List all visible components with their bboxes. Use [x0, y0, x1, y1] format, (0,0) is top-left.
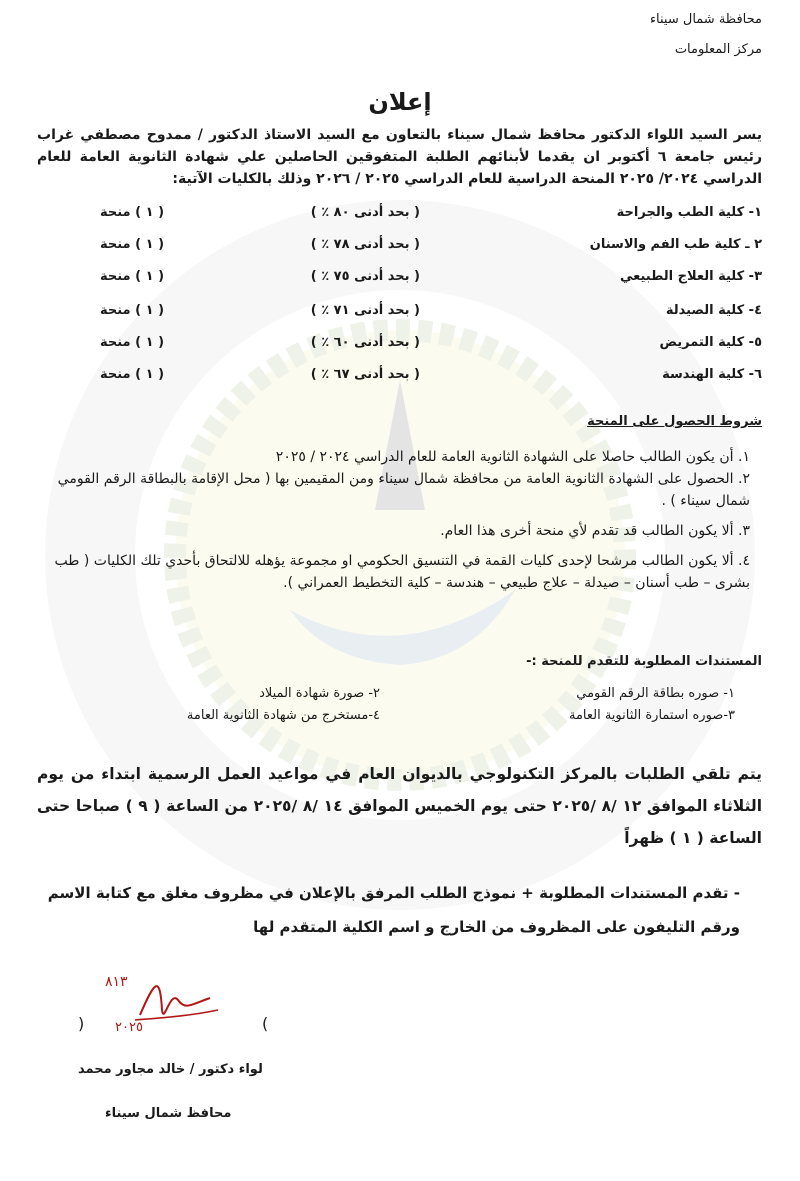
faculty-grant: ( ١ ) منحة	[100, 303, 165, 318]
condition-item: ٤. ألا يكون الطالب مرشحا لإحدى كليات القمة في التنسيق الحكومي او مجموعة يؤهله للالتحاق بأحدي تلك الكليات ( طب بشرى – طب أسنان – صيدلة – علاج طبيعي – هندسة – كلية التخطيط العمراني ).	[54, 553, 750, 591]
condition-item: ٣. ألا يكون الطالب قد تقدم لأي منحة أخرى هذا العام.	[440, 523, 750, 539]
submission-notice: - تقدم المستندات المطلوبة + نموذج الطلب المرفق بالإعلان في مظروف مغلق مع كتابة الاسم ورقم التليفون على المظروف من الخارج و اسم الكلية المتقدم لها	[47, 884, 740, 936]
faculty-min-grade: ( بحد أدنى ٨٠ ٪ )	[310, 205, 420, 220]
faculty-name: ٢ ـ كلية طب الفم والاسنان	[589, 237, 762, 252]
conditions-heading: شروط الحصول على المنحة	[587, 414, 762, 429]
signatory-role: محافظ شمال سيناء	[105, 1106, 232, 1121]
condition-item: ٢. الحصول على الشهادة الثانوية العامة من محافظة شمال سيناء ومن المقيمين بها ( محل الإقامة بالبطاقة الرقم القومي شمال سيناء ) .	[57, 471, 750, 509]
faculty-min-grade: ( بحد أدنى ٧٥ ٪ )	[310, 269, 420, 284]
schedule-notice: يتم تلقي الطلبات بالمركز التكنولوجي بالديوان العام في مواعيد العمل الرسمية ابتداء من يوم الثلاثاء الموافق ١٢ /٨ /٢٠٢٥ حتى يوم الخميس الموافق ١٤ /٨ /٢٠٢٥ من الساعة ( ٩ ) صباحا حتى الساعة ( ١ ) ظهراً	[37, 765, 763, 847]
header-governorate: محافظة شمال سيناء	[649, 12, 762, 27]
faculty-grant: ( ١ ) منحة	[100, 269, 165, 284]
faculty-name: ١- كلية الطب والجراحة	[616, 205, 762, 220]
faculty-min-grade: ( بحد أدنى ٦٠ ٪ )	[310, 335, 420, 350]
signature-bracket-left: (	[78, 1014, 85, 1033]
faculty-name: ٣- كلية العلاج الطبيعي	[620, 269, 762, 284]
faculty-min-grade: ( بحد أدنى ٧٨ ٪ )	[310, 237, 420, 252]
document-item: ٣-صوره استمارة الثانوية العامة	[568, 708, 735, 723]
faculty-grant: ( ١ ) منحة	[100, 367, 165, 382]
faculty-grant: ( ١ ) منحة	[100, 205, 165, 220]
header-info-center: مركز المعلومات	[674, 42, 762, 57]
faculty-min-grade: ( بحد أدنى ٦٧ ٪ )	[310, 367, 420, 382]
faculty-name: ٤- كلية الصيدلة	[665, 303, 762, 318]
handwritten-year: ٢٠٢٥	[115, 1020, 143, 1035]
document-item: ٤-مستخرج من شهادة الثانوية العامة	[186, 708, 380, 723]
faculty-grant: ( ١ ) منحة	[100, 237, 165, 252]
signature-bracket-right: )	[262, 1014, 269, 1033]
intro-paragraph: يسر السيد اللواء الدكتور محافظ شمال سيناء بالتعاون مع السيد الاستاذ الدكتور / ممدوح مصطفي غراب رئيس جامعة ٦ أكتوبر ان يقدما لأبنائهم الطلبة المتفوقين الحاصلين علي شهادة الثانوية العامة للعام الدراسي ٢٠٢٤/ ٢٠٢٥ المنحة الدراسية للعام الدراسي ٢٠٢٥ / ٢٠٢٦ وذلك بالكليات الآتية:	[37, 127, 763, 187]
faculty-grant: ( ١ ) منحة	[100, 335, 165, 350]
page-title: إعلان	[368, 88, 432, 116]
document-item: ٢- صورة شهادة الميلاد	[259, 686, 380, 701]
documents-heading: المستندات المطلوبة للتقدم للمنحة :-	[526, 654, 762, 669]
condition-item: ١. أن يكون الطالب حاصلا على الشهادة الثانوية العامة للعام الدراسي ٢٠٢٤ / ٢٠٢٥	[275, 449, 750, 465]
faculty-name: ٦- كلية الهندسة	[662, 367, 762, 382]
signatory-name: لواء دكتور / خالد مجاور محمد	[78, 1062, 263, 1077]
faculty-name: ٥- كلية التمريض	[659, 335, 762, 350]
document-item: ١- صوره بطاقة الرقم القومي	[576, 686, 735, 701]
faculty-min-grade: ( بحد أدنى ٧١ ٪ )	[310, 303, 420, 318]
handwritten-number: ٨١٣	[105, 974, 128, 990]
